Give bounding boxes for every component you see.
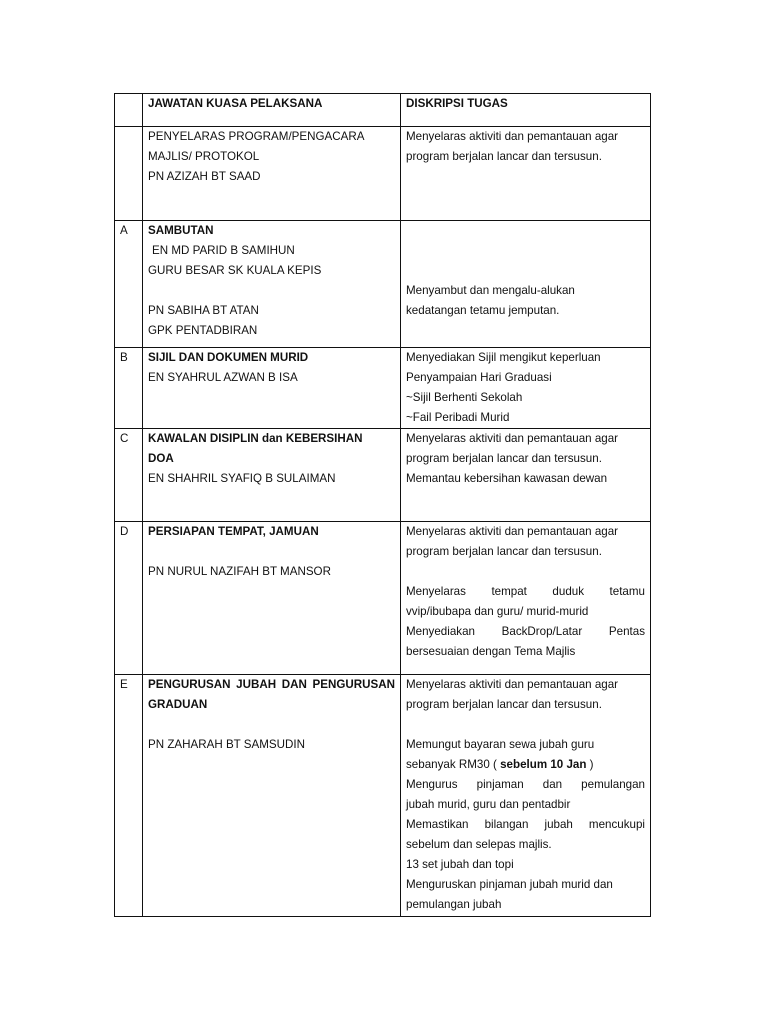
committee-line: PENYELARAS PROGRAM/PENGACARA (148, 130, 365, 143)
row-committee-cell (143, 429, 401, 522)
committee-title: DOA (148, 452, 174, 465)
committee-line: PN SABIHA BT ATAN (148, 304, 259, 317)
duty-line: program berjalan lancar dan tersusun. (406, 698, 602, 711)
duty-line: Menguruskan pinjaman jubah murid dan (406, 878, 613, 891)
duty-line: vvip/ibubapa dan guru/ murid-murid (406, 605, 589, 618)
committee-line: PN ZAHARAH BT SAMSUDIN (148, 738, 305, 751)
committee-line: GPK PENTADBIRAN (148, 324, 258, 337)
table-row (115, 522, 651, 675)
row-code-cell: D (115, 522, 143, 675)
row-duty-cell (401, 429, 651, 522)
committee-title: PENGURUSAN JUBAH DAN PENGURUSAN (148, 678, 395, 691)
committee-line: EN SYAHRUL AZWAN B ISA (148, 371, 298, 384)
row-duty-cell (401, 221, 651, 348)
committee-line: EN MD PARID B SAMIHUN (152, 244, 295, 257)
committee-title: PERSIAPAN TEMPAT, JAMUAN (148, 525, 319, 538)
duty-line: Menyediakan BackDrop/Latar Pentas (406, 625, 645, 638)
row-code-cell (115, 127, 143, 221)
duty-line: Memastikan bilangan jubah mencukupi (406, 818, 645, 831)
spacer (148, 715, 395, 735)
duty-line: pemulangan jubah (406, 898, 502, 911)
duty-line: program berjalan lancar dan tersusun. (406, 150, 602, 163)
row-committee-cell (143, 675, 401, 917)
row-duty-cell (401, 127, 651, 221)
table-row (115, 127, 651, 221)
duty-line-part: sebanyak RM30 ( (406, 758, 501, 771)
spacer (148, 542, 395, 562)
table-row (115, 221, 651, 348)
row-code-cell: E (115, 675, 143, 917)
spacer (406, 715, 645, 735)
duty-line: Penyampaian Hari Graduasi (406, 371, 552, 384)
duty-line: Memungut bayaran sewa jubah guru (406, 738, 595, 751)
table-row (115, 429, 651, 522)
spacer (406, 221, 645, 281)
table-header-row (115, 94, 651, 127)
header-duty-label: DISKRIPSI TUGAS (406, 97, 508, 110)
row-code-cell: A (115, 221, 143, 348)
duty-line: Memantau kebersihan kawasan dewan (406, 472, 608, 485)
row-committee-cell (143, 522, 401, 675)
duty-line: ~Fail Peribadi Murid (406, 411, 510, 424)
duty-line: kedatangan tetamu jemputan. (406, 304, 560, 317)
committee-line: PN AZIZAH BT SAAD (148, 170, 261, 183)
committee-title: KAWALAN DISIPLIN dan KEBERSIHAN (148, 432, 363, 445)
header-code-cell (115, 94, 143, 127)
duty-line: Menyelaras aktiviti dan pemantauan agar (406, 678, 619, 691)
row-duty-cell (401, 522, 651, 675)
header-duty-cell (401, 94, 651, 127)
row-code-cell: C (115, 429, 143, 522)
duty-line: Menyambut dan mengalu-alukan (406, 284, 575, 297)
committee-duty-table (114, 93, 651, 917)
duty-line-part: ) (586, 758, 594, 771)
committee-line: MAJLIS/ PROTOKOL (148, 150, 260, 163)
committee-line: GURU BESAR SK KUALA KEPIS (148, 264, 322, 277)
row-duty-cell (401, 348, 651, 429)
duty-line: 13 set jubah dan topi (406, 858, 514, 871)
duty-line: Menyelaras aktiviti dan pemantauan agar (406, 525, 619, 538)
spacer (148, 281, 395, 301)
row-duty-cell (401, 675, 651, 917)
row-committee-cell (143, 348, 401, 429)
duty-line: bersesuaian dengan Tema Majlis (406, 645, 576, 658)
duty-line: program berjalan lancar dan tersusun. (406, 545, 602, 558)
duty-line: jubah murid, guru dan pentadbir (406, 798, 571, 811)
row-committee-cell (143, 127, 401, 221)
table-row (115, 348, 651, 429)
duty-line: Menyelaras aktiviti dan pemantauan agar (406, 130, 619, 143)
header-committee-cell (143, 94, 401, 127)
duty-line: ~Sijil Berhenti Sekolah (406, 391, 523, 404)
spacer (406, 562, 645, 582)
committee-line: PN NURUL NAZIFAH BT MANSOR (148, 565, 331, 578)
row-committee-cell (143, 221, 401, 348)
table-row (115, 675, 651, 917)
deadline-text: sebelum 10 Jan (500, 758, 587, 771)
duty-line: Menyelaras tempat duduk tetamu (406, 585, 645, 598)
committee-title: SIJIL DAN DOKUMEN MURID (148, 351, 309, 364)
header-committee-label: JAWATAN KUASA PELAKSANA (148, 97, 323, 110)
duty-line: Menyediakan Sijil mengikut keperluan (406, 351, 601, 364)
committee-title: GRADUAN (148, 698, 208, 711)
committee-line: EN SHAHRIL SYAFIQ B SULAIMAN (148, 472, 336, 485)
duty-line: Mengurus pinjaman dan pemulangan (406, 778, 645, 791)
committee-title: SAMBUTAN (148, 224, 214, 237)
duty-line: Menyelaras aktiviti dan pemantauan agar (406, 432, 619, 445)
duty-line (406, 755, 645, 775)
duty-line: program berjalan lancar dan tersusun. (406, 452, 602, 465)
duty-line: sebelum dan selepas majlis. (406, 838, 552, 851)
row-code-cell: B (115, 348, 143, 429)
